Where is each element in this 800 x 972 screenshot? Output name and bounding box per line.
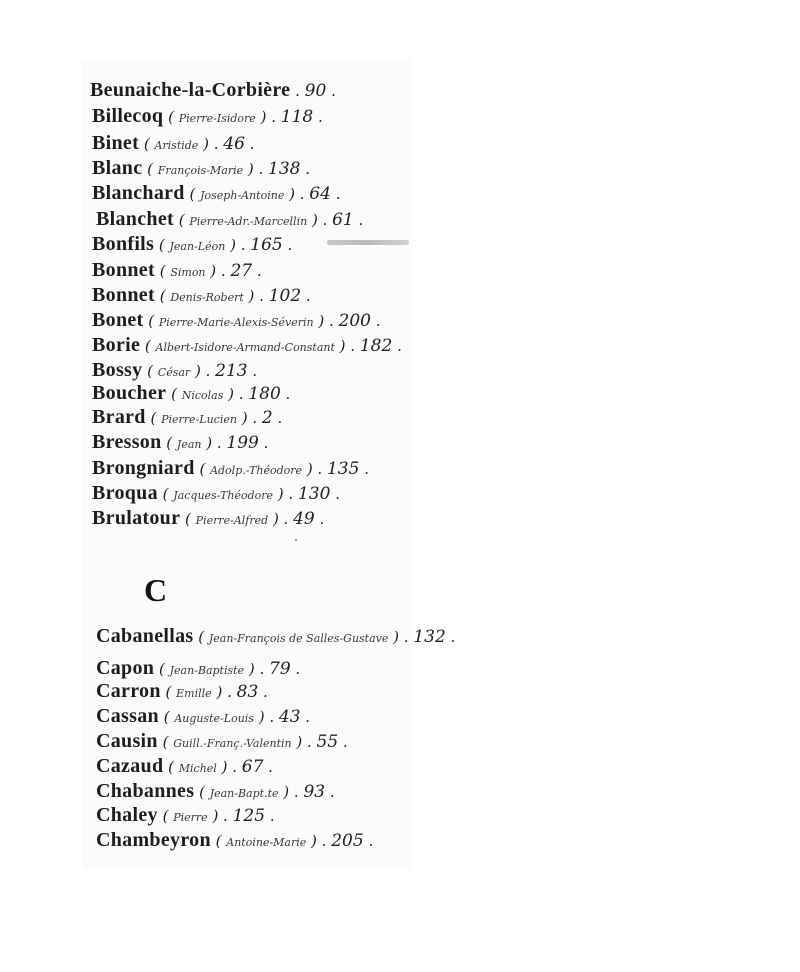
entry-surname: Bonet [92,309,144,331]
entry-number: 46 [223,134,245,154]
index-entry: Bresson ( Jean ) . 199 . [92,431,269,453]
entry-given-names: Aristide [154,139,199,152]
entry-given-names: Guill.-Franç.-Valentin [173,737,292,750]
entry-surname: Boucher [92,382,167,404]
entry-given-names: Pierre-Isidore [178,112,256,125]
entry-surname: Brulatour [92,507,181,529]
entry-surname: Brard [92,406,146,428]
entry-surname: Billecoq [92,105,164,127]
entry-surname: Brongniard [92,457,195,479]
entry-surname: Chambeyron [96,829,211,851]
entry-number: 125 [232,806,266,826]
entry-given-names: Denis-Robert [170,291,244,304]
entry-given-names: Pierre-Alfred [195,514,269,527]
index-entry: Cassan ( Auguste-Louis ) . 43 . [96,705,311,727]
index-entry: Borie ( Albert-Isidore-Armand-Constant ) . 182 . [92,334,402,356]
entry-number: 130 [297,484,331,504]
entry-number: 27 [230,261,253,281]
entry-number: 135 [326,459,360,479]
entry-given-names: Auguste-Louis [174,712,254,725]
entry-number: 102 [268,286,302,306]
index-entry: Capon ( Jean-Baptiste ) . 79 . [96,657,301,679]
entry-given-names: Jean-Léon [169,240,226,253]
entry-surname: Causin [96,730,158,752]
entry-given-names: Antoine-Marie [226,836,307,849]
ink-dot [295,539,297,541]
entry-surname: Cazaud [96,755,164,777]
ink-smudge [327,240,409,245]
entry-number: 93 [303,782,326,802]
index-entry: Bonnet ( Simon ) . 27 . [92,259,262,281]
entry-number: 165 [250,235,283,255]
index-entry: Bonnet ( Denis-Robert ) . 102 . [92,284,311,306]
entry-given-names: Jean [176,438,202,451]
entry-given-names: Albert-Isidore-Armand-Constant [155,341,335,354]
entry-number: 2 [261,408,273,428]
entry-given-names: Adolp.-Théodore [210,464,303,477]
entry-number: 83 [236,682,259,702]
entry-number: 213 [215,361,248,381]
index-entry: Blanchet ( Pierre-Adr.-Marcellin ) . 61 . [96,208,364,230]
index-entry: Causin ( Guill.-Franç.-Valentin ) . 55 . [96,730,348,752]
index-entry: Carron ( Emille ) . 83 . [96,680,268,702]
entry-surname: Broqua [92,482,158,504]
index-entry: Brulatour ( Pierre-Alfred ) . 49 . [92,507,325,529]
entry-number: 118 [280,107,314,127]
index-entry: Broqua ( Jacques-Théodore ) . 130 . [92,482,340,504]
entry-given-names: Joseph-Antoine [200,189,285,202]
entry-given-names: César [157,366,191,379]
index-entry: Bossy ( César ) . 213 . [92,359,258,381]
entry-number: 61 [332,210,354,230]
entry-surname: Chaley [96,804,158,826]
entry-given-names: Emille [176,687,212,700]
entry-number: 55 [316,732,339,752]
entry-number: 49 [293,509,315,529]
index-entry: Cazaud ( Michel ) . 67 . [96,755,273,777]
entry-surname: Binet [92,132,140,154]
entry-surname: Blanchard [92,182,185,204]
entry-surname: Borie [92,334,141,356]
index-entry: Boucher ( Nicolas ) . 180 . [92,382,291,404]
index-entry: Beunaiche-la-Corbière . 90 . [90,79,336,101]
entry-given-names: Simon [170,266,206,279]
index-entry: Chabannes ( Jean-Bapt.te ) . 93 . [96,780,335,802]
entry-number: 90 [304,81,327,101]
entry-number: 64 [309,184,331,204]
entry-given-names: Jean-François de Salles-Gustave [208,632,389,645]
entry-surname: Capon [96,657,155,679]
index-entry: Brard ( Pierre-Lucien ) . 2 . [92,406,283,428]
entry-given-names: Jacques-Théodore [173,489,274,502]
entry-surname: Blanc [92,157,143,179]
entry-surname: Blanchet [96,208,174,230]
entry-surname: Chabannes [96,780,195,802]
index-entry: Chaley ( Pierre ) . 125 . [96,804,275,826]
entry-given-names: Pierre-Marie-Alexis-Séverin [158,316,314,329]
entry-number: 67 [241,757,264,777]
index-entry: Blanc ( François-Marie ) . 138 . [92,157,311,179]
entry-surname: Bonnet [92,259,155,281]
index-entry: Bonfils ( Jean-Léon ) . 165 . [92,233,293,255]
entry-given-names: Michel [178,762,217,775]
entry-number: 43 [278,707,301,727]
entry-given-names: François-Marie [157,164,244,177]
entry-surname: Cassan [96,705,159,727]
entry-given-names: Jean-Baptiste [169,664,245,677]
entry-number: 182 [359,336,393,356]
entry-surname: Bonfils [92,233,155,255]
entry-given-names: Pierre-Adr.-Marcellin [189,215,308,228]
entry-surname: Carron [96,680,161,702]
entry-surname: Cabanellas [96,625,194,647]
entry-given-names: Pierre-Lucien [161,413,237,426]
entry-surname: Bossy [92,359,143,381]
entry-number: 132 [413,627,446,647]
entry-number: 199 [226,433,259,453]
index-entry: Chambeyron ( Antoine-Marie ) . 205 . [96,829,374,851]
entry-given-names: Nicolas [181,389,224,402]
index-entry: Cabanellas ( Jean-François de Salles-Gustave ) . 132 . [96,625,456,647]
index-entry: Binet ( Aristide ) . 46 . [92,132,255,154]
entry-given-names: Jean-Bapt.te [209,787,279,800]
index-entry: Billecoq ( Pierre-Isidore ) . 118 . [92,105,323,127]
index-entry: Bonet ( Pierre-Marie-Alexis-Séverin ) . 200 . [92,309,381,331]
entry-number: 200 [338,311,371,331]
entry-given-names: Pierre [173,811,208,824]
entry-number: 180 [248,384,281,404]
entry-surname: Bresson [92,431,162,453]
entry-number: 138 [268,159,301,179]
index-entry: Blanchard ( Joseph-Antoine ) . 64 . [92,182,341,204]
section-letter-heading: C [144,572,168,608]
index-entry: Brongniard ( Adolp.-Théodore ) . 135 . [92,457,369,479]
entry-surname: Beunaiche-la-Corbière [90,79,291,101]
entry-number: 205 [331,831,364,851]
entry-number: 79 [269,659,291,679]
entry-surname: Bonnet [92,284,155,306]
